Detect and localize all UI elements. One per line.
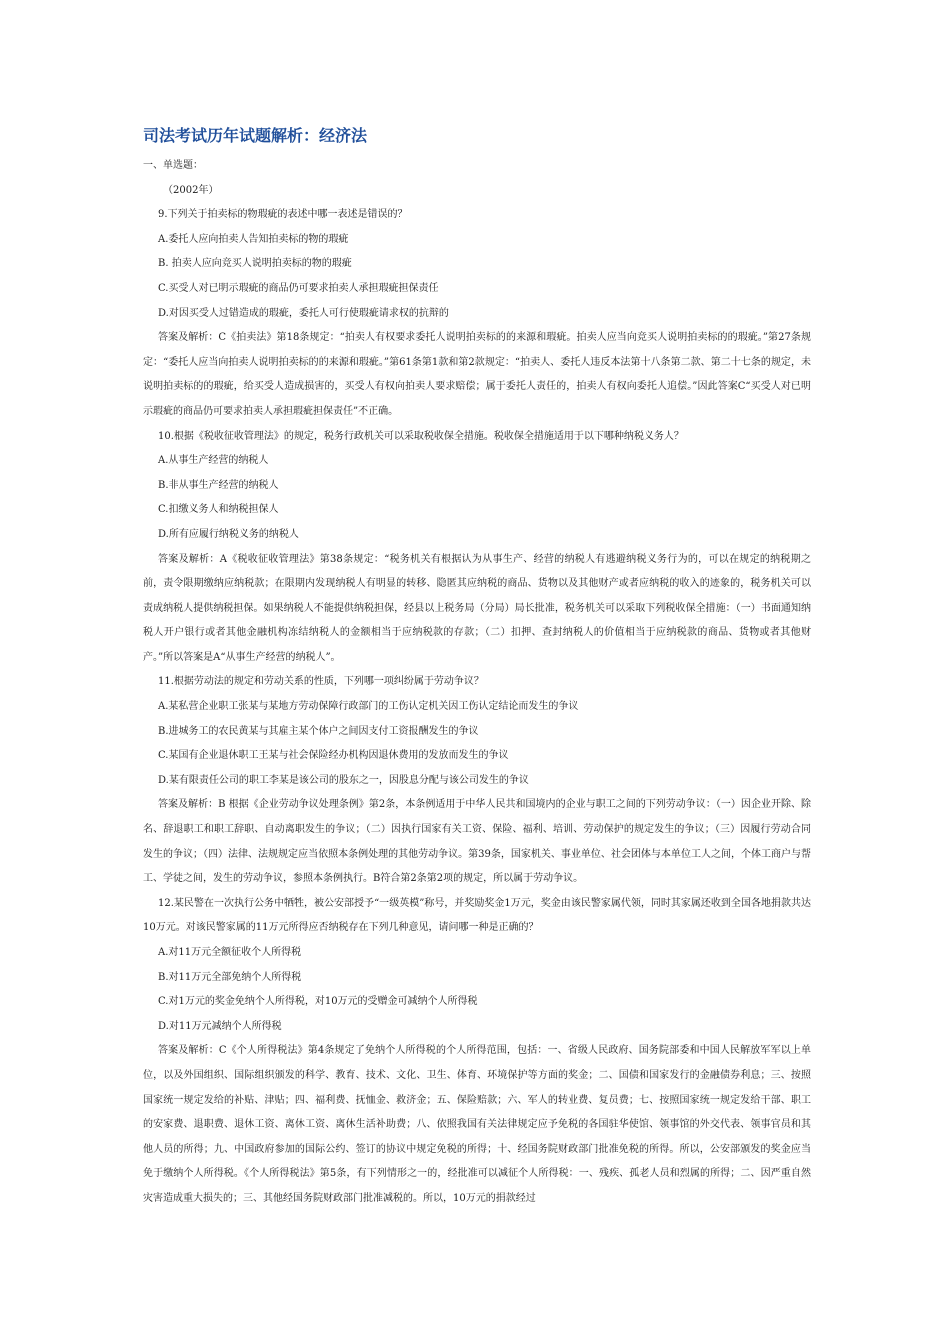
option-c: C.扣缴义务人和纳税担保人 — [158, 504, 279, 516]
question-10 — [143, 425, 811, 671]
option-d: D.对因买受人过错造成的瑕疵，委托人可行使瑕疵请求权的抗辩的 — [158, 307, 449, 319]
answer-explanation: 答案及解析：C《个人所得税法》第4条规定了免纳个人所得税的个人所得范围，包括：一、省级人民政府、国务院部委和中国人民解放军军以上单位，以及外国组织、国际组织颁发的科学、教育、技术、文化、卫生、体育、环境保护等方面的奖金；二、国债和国家发行的金融债券利息；三、按照国家统一规定发给的补贴、津贴；四、福利费、抚恤金、救济金；五、保险赔款；六、军人的转业费、复员费；七、按照国家统一规定发给干部、职工的安家费、退职费、退休工资、离休工资、离休生活补助费；八、依照我国有关法律规定应予免税的各国驻华使馆、领事馆的外交代表、领事官员和其他人员的所得；九、中国政府参加的国际公约、签订的协议中规定免税的所得；十、经国务院财政部门批准免税的所得。所以，公安部颁发的奖金应当免于缴纳个人所得税。《个人所得税法》第5条，有下列情形之一的，经批准可以减征个人所得税：一、残疾、孤老人员和烈属的所得；二、因严重自然灾害造成重大损失的；三、其他经国务院财政部门批准减税的。所以，10万元的捐款经过 — [143, 1045, 811, 1204]
option-b: B.对11万元全部免纳个人所得税 — [158, 971, 302, 983]
question-11 — [143, 670, 811, 891]
option-c: C.买受人对已明示瑕疵的商品仍可要求拍卖人承担瑕疵担保责任 — [158, 282, 439, 294]
answer-explanation: 答案及解析：B 根据《企业劳动争议处理条例》第2条，本条例适用于中华人民共和国境内的企业与职工之间的下列劳动争议：（一）因企业开除、除名、辞退职工和职工辞职、自动离职发生的争议；（二）因执行国家有关工资、保险、福利、培训、劳动保护的规定发生的争议；（三）因履行劳动合同发生的争议；（四）法律、法规规定应当依照本条例处理的其他劳动争议。第39条，国家机关、事业单位、社会团体与本单位工人之间，个体工商户与帮工、学徒之间，发生的劳动争议，参照本条例执行。B符合第2条第2项的规定，所以属于劳动争议。 — [143, 799, 811, 885]
option-a: A.委托人应向拍卖人告知拍卖标的物的瑕疵 — [158, 233, 349, 245]
answer-explanation: 答案及解析：A《税收征收管理法》第38条规定：“税务机关有根据认为从事生产、经营的纳税人有逃避纳税义务行为的，可以在规定的纳税期之前，责令限期缴纳应纳税款；在限期内发现纳税人有明显的转移、隐匿其应纳税的商品、货物以及其他财产或者应纳税的收入的迹象的，税务机关可以责成纳税人提供纳税担保。如果纳税人不能提供纳税担保，经县以上税务局（分局）局长批准，税务机关可以采取下列税收保全措施：（一）书面通知纳税人开户银行或者其他金融机构冻结纳税人的金额相当于应纳税款的存款；（二）扣押、查封纳税人的价值相当于应纳税款的商品、货物或者其他财产。”所以答案是A“从事生产经营的纳税人”。 — [143, 553, 811, 663]
question-stem: 12.某民警在一次执行公务中牺牲，被公安部授予“一级英模”称号，并奖励奖金1万元，奖金由该民警家属代领，同时其家属还收到全国各地捐款共达10万元。对该民警家属的11万元所得应否纳税存在下列几种意见，请问哪一种是正确的？ — [143, 897, 811, 934]
option-c: C.对1万元的奖金免纳个人所得税，对10万元的受赠金可减纳个人所得税 — [158, 996, 478, 1008]
option-b: B. 拍卖人应向竞买人说明拍卖标的物的瑕疵 — [158, 258, 352, 270]
document-page — [143, 124, 811, 1212]
answer-explanation: 答案及解析：C《拍卖法》第18条规定：“拍卖人有权要求委托人说明拍卖标的的来源和瑕疵。拍卖人应当向竞买人说明拍卖标的的瑕疵。”第27条规定：“委托人应当向拍卖人说明拍卖标的的来源和瑕疵。”第61条第1款和第2款规定：“拍卖人、委托人违反本法第十八条第二款、第二十七条的规定，未说明拍卖标的的瑕疵，给买受人造成损害的，买受人有权向拍卖人要求赔偿；属于委托人责任的，拍卖人有权向委托人追偿。”因此答案C“买受人对已明示瑕疵的商品仍可要求拍卖人承担瑕疵担保责任”不正确。 — [143, 332, 811, 417]
question-stem: 10.根据《税收征收管理法》的规定，税务行政机关可以采取税收保全措施。税收保全措施适用于以下哪种纳税义务人？ — [158, 430, 684, 442]
option-b: B.进城务工的农民黄某与其雇主某个体户之间因支付工资报酬发生的争议 — [158, 725, 479, 737]
option-b: B.非从事生产经营的纳税人 — [158, 479, 279, 491]
year-label: （2002年） — [163, 184, 219, 196]
option-c: C.某国有企业退休职工王某与社会保险经办机构因退休费用的发放而发生的争议 — [158, 750, 509, 762]
section-heading: 一、单选题： — [143, 160, 203, 171]
option-a: A.某私营企业职工张某与某地方劳动保障行政部门的工伤认定机关因工伤认定结论而发生的争议 — [158, 701, 579, 713]
question-12 — [143, 892, 811, 1212]
option-a: A.从事生产经营的纳税人 — [158, 455, 269, 467]
option-d: D.某有限责任公司的职工李某是该公司的股东之一，因股息分配与该公司发生的争议 — [158, 774, 529, 786]
question-stem: 11.根据劳动法的规定和劳动关系的性质，下列哪一项纠纷属于劳动争议？ — [158, 676, 484, 688]
option-d: D.所有应履行纳税义务的纳税人 — [158, 528, 299, 540]
question-9 — [143, 203, 811, 424]
option-d: D.对11万元减纳个人所得税 — [158, 1020, 282, 1032]
option-a: A.对11万元全额征收个人所得税 — [158, 947, 302, 958]
question-stem: 9.下列关于拍卖标的物瑕疵的表述中哪一表述是错误的？ — [158, 209, 408, 221]
document-title: 司法考试历年试题解析：经济法 — [143, 126, 368, 145]
